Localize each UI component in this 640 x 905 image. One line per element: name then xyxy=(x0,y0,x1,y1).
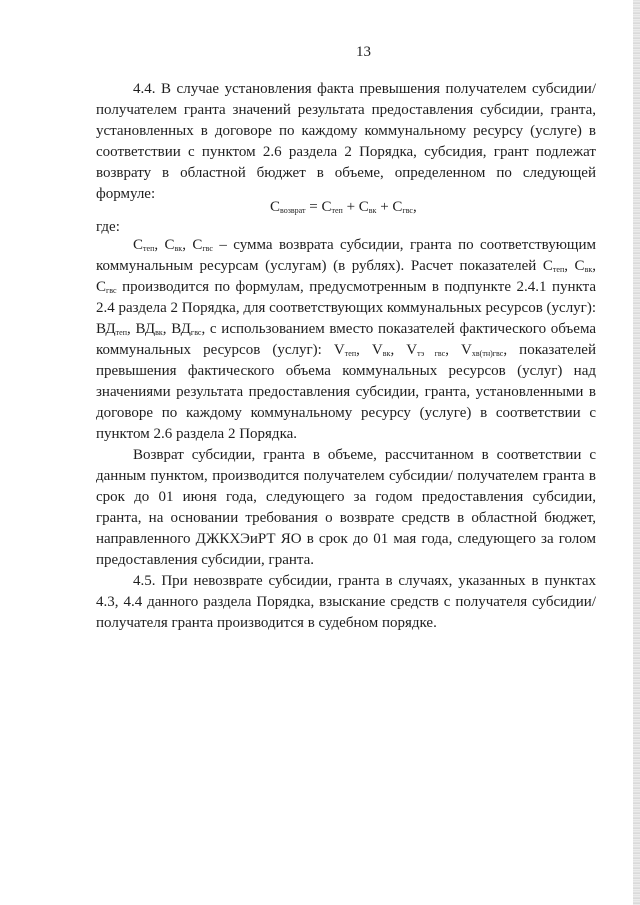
section-4-4-body-block xyxy=(96,235,596,634)
scan-edge xyxy=(633,0,640,905)
refund-paragraph: Возврат субсидии, гранта в объеме, рассчитанном в соответствии с данным пунктом, производится получателем субсидии/ получателем гранта в срок до 01 июня года, следующего за годом предоставления субсидии, гранта, на основании требования о возврате средств в областной бюджет, направленного ДЖКХЭиРТ ЯО в срок до 01 мая года, следующего за голом предоставления субсидии, гранта. xyxy=(96,447,596,568)
section-4-4-intro: 4.4. В случае установления факта превышения получателем субсидии/ получателем гранта значений результата предоставления субсидии, гранта, установленных в договоре по каждому коммунальному ресурсу (услуге) в соответствии с пунктом 2.6 раздела 2 Порядка, субсидия, грант подлежат возврату в областной бюджет в объеме, определенном по следующей формуле: xyxy=(96,81,596,202)
section-4-5: 4.5. При невозврате субсидии, гранта в случаях, указанных в пунктах 4.3, 4.4 данного раздела Порядка, взыскание средств с получателя субсидии/ получателя гранта производится в судебном порядке. xyxy=(96,573,596,631)
section-4-4-intro-block xyxy=(96,79,596,205)
page-number: 13 xyxy=(356,44,371,60)
where-label: где: xyxy=(96,219,120,235)
formula-definitions: $С_{теп}$, $С_{вк}$, $С_{гвс}$ – сумма возврата субсидии, гранта по соответствующим коммунальным ресурсам (услугам) (в рублях). Расчет показателей $С_{теп}$, $С_{вк}$, $С_{гвс}$ производится по формулам, предусмотренным в подпункте 2.4.1 пункта 2.4 раздела 2 Порядка, для соответствующих коммунальных ресурсов (услуг): $ВД_{теп}$, $ВД_{вк}$, $ВД_{гвс}$, с использованием вместо показателей фактического объема коммунальных ресурсов (услуг): $V_{теп}$, $V_{вк}$, $V_{тэ гвс}$, $V_{хв(тн)гвс}$, показателей превышения фактического объема коммунальных ресурсов (услуг) над значениями результата предоставления субсидии, гранта, установленными в договоре по каждому коммунальному ресурсу (услуге) в соответствии с пунктом 2.6 раздела 2 Порядка. xyxy=(96,237,597,442)
refund-formula: $С_{возврат} = С_{теп} + С_{вк} + С_{гвс}$, xyxy=(270,199,417,215)
